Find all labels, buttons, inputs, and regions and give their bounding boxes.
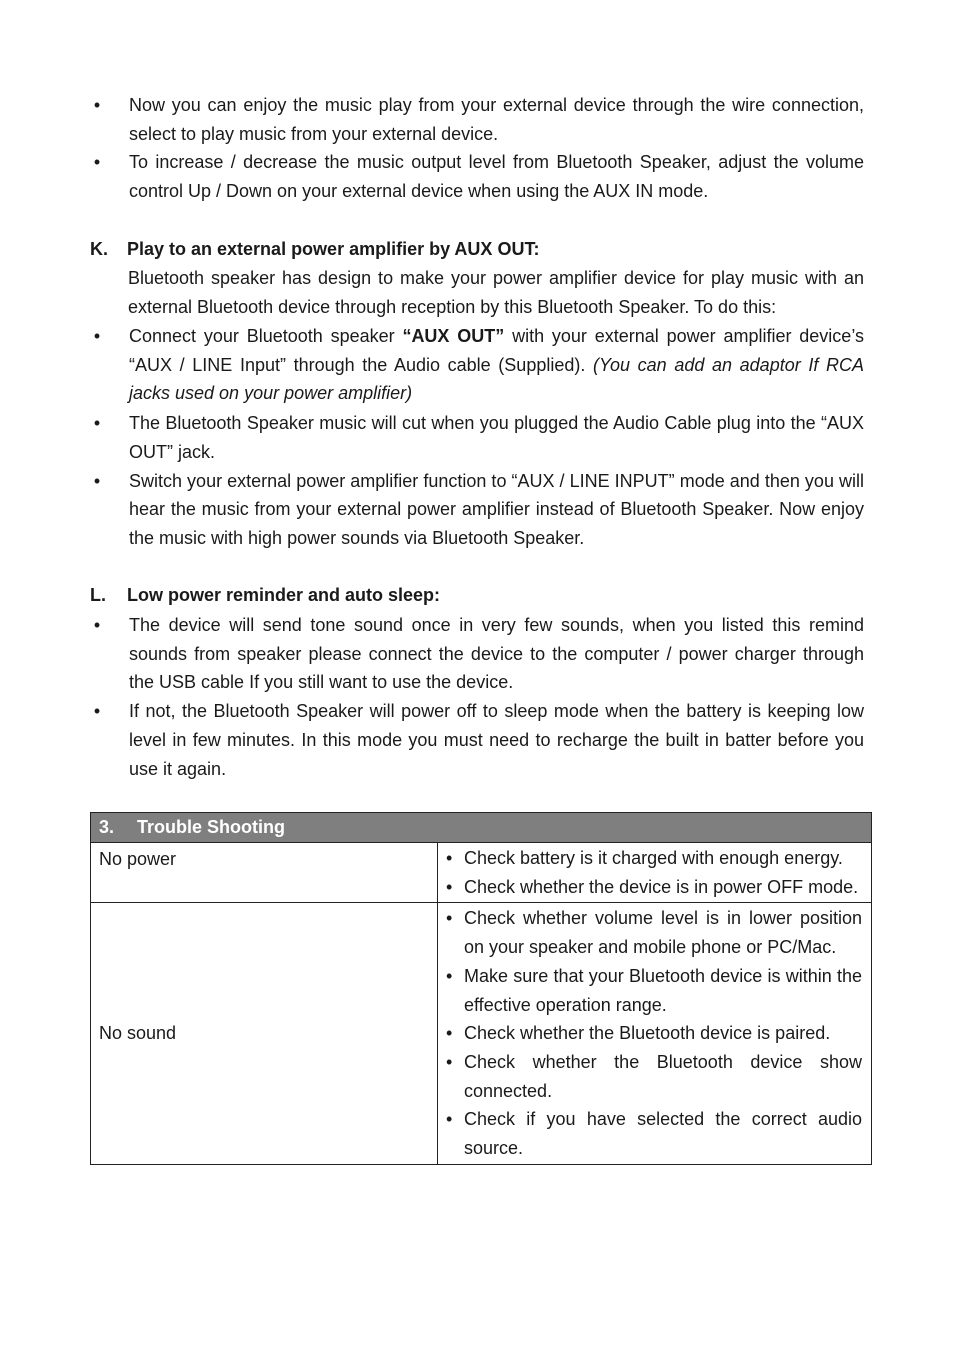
section-letter: K. bbox=[90, 239, 108, 259]
list-item bbox=[90, 611, 864, 697]
list-item bbox=[90, 322, 864, 408]
table-section-number: 3. bbox=[99, 817, 115, 837]
section-k-heading bbox=[90, 235, 864, 264]
list-item bbox=[446, 844, 862, 873]
section-title: Play to an external power amplifier by AUX OUT: bbox=[127, 239, 540, 259]
list-item bbox=[446, 904, 862, 961]
bullet-text: To increase / decrease the music output level from Bluetooth Speaker, adjust the volume control Up / Down on your external device when using the AUX IN mode. bbox=[129, 152, 864, 202]
bullet-dot: • bbox=[446, 1023, 453, 1044]
table-row bbox=[91, 843, 872, 903]
table-row bbox=[91, 903, 872, 1164]
section-k-intro: Bluetooth speaker has design to make your power amplifier device for play music with an external Bluetooth device through reception by this Bluetooth Speaker. To do this: bbox=[128, 268, 864, 317]
solution-text: Check battery is it charged with enough energy. bbox=[464, 848, 843, 868]
bullet-dot: • bbox=[446, 876, 453, 897]
bullet-dot: • bbox=[93, 152, 101, 173]
bullet-dot: • bbox=[446, 848, 453, 868]
bullet-dot: • bbox=[446, 965, 453, 986]
issue-cell: No power bbox=[91, 843, 438, 903]
list-item bbox=[446, 873, 862, 902]
section-title: Low power reminder and auto sleep: bbox=[127, 585, 441, 605]
bullet-dot: • bbox=[93, 615, 101, 635]
bullet-dot: • bbox=[93, 701, 101, 722]
bullet-text-mid: with your external power amplifier device’s “AUX / LINE Input” through the Audio cable (Supplied). bbox=[129, 326, 864, 375]
low-power-bullet-list bbox=[90, 611, 864, 783]
table-title: Trouble Shooting bbox=[137, 817, 285, 837]
list-item bbox=[90, 467, 864, 553]
list-item bbox=[446, 1048, 862, 1105]
bullet-dot: • bbox=[446, 1109, 453, 1130]
bullet-text-pre: Connect your Bluetooth speaker bbox=[129, 326, 403, 346]
solution-text: Check whether the Bluetooth device is paired. bbox=[464, 1023, 831, 1044]
issue-cell: No sound bbox=[91, 903, 438, 1164]
solution-text: Check whether the device is in power OFF mode. bbox=[464, 876, 859, 897]
trouble-shooting-table bbox=[90, 812, 872, 1165]
bullet-text: The device will send tone sound once in very few sounds, when you listed this remind sounds from speaker please connect the device to the computer / power charger through the USB cable If you still want to use the device. bbox=[129, 615, 864, 693]
list-item bbox=[446, 1105, 862, 1162]
solution-text: Make sure that your Bluetooth device is within the effective operation range. bbox=[464, 965, 863, 1015]
bullet-dot: • bbox=[93, 326, 101, 346]
adaptor-note: (You can add an adaptor If RCA jacks used on your power amplifier) bbox=[129, 354, 864, 404]
aux-in-bullet-list bbox=[90, 91, 864, 206]
list-item bbox=[90, 697, 864, 783]
list-item bbox=[446, 1019, 862, 1048]
bullet-text: The Bluetooth Speaker music will cut when you plugged the Audio Cable plug into the “AUX OUT” jack. bbox=[129, 413, 864, 462]
bullet-dot: • bbox=[93, 470, 101, 491]
list-item bbox=[90, 409, 864, 466]
solution-text: Check whether the Bluetooth device show connected. bbox=[464, 1051, 863, 1101]
list-item bbox=[446, 962, 862, 1019]
solutions-cell bbox=[438, 903, 872, 1164]
bullet-dot: • bbox=[93, 95, 101, 115]
bullet-text: If not, the Bluetooth Speaker will power off to sleep mode when the battery is keeping low level in few minutes. In this mode you must need to recharge the built in batter before you use it again. bbox=[129, 701, 864, 779]
bullet-dot: • bbox=[446, 908, 453, 929]
solutions-cell bbox=[438, 843, 872, 903]
table-header-row bbox=[91, 813, 872, 843]
list-item bbox=[90, 148, 864, 205]
section-letter: L. bbox=[90, 585, 106, 605]
table-header-cell bbox=[91, 813, 872, 843]
solution-text: Check whether volume level is in lower position on your speaker and mobile phone or PC/Mac. bbox=[464, 908, 863, 958]
bullet-dot: • bbox=[93, 413, 101, 434]
section-l-heading bbox=[90, 581, 864, 610]
bullet-dot: • bbox=[446, 1051, 453, 1072]
aux-out-bullet-list bbox=[90, 322, 864, 553]
list-item bbox=[90, 91, 864, 148]
bullet-text: Now you can enjoy the music play from your external device through the wire connection, select to play music from your external device. bbox=[129, 95, 864, 144]
bullet-text: Switch your external power amplifier function to “AUX / LINE INPUT” mode and then you will hear the music from your external power amplifier instead of Bluetooth Speaker. Now enjoy the music with high power sounds via Bluetooth Speaker. bbox=[129, 470, 864, 548]
aux-out-label: “AUX OUT” bbox=[402, 326, 505, 346]
solution-text: Check if you have selected the correct audio source. bbox=[464, 1109, 863, 1159]
